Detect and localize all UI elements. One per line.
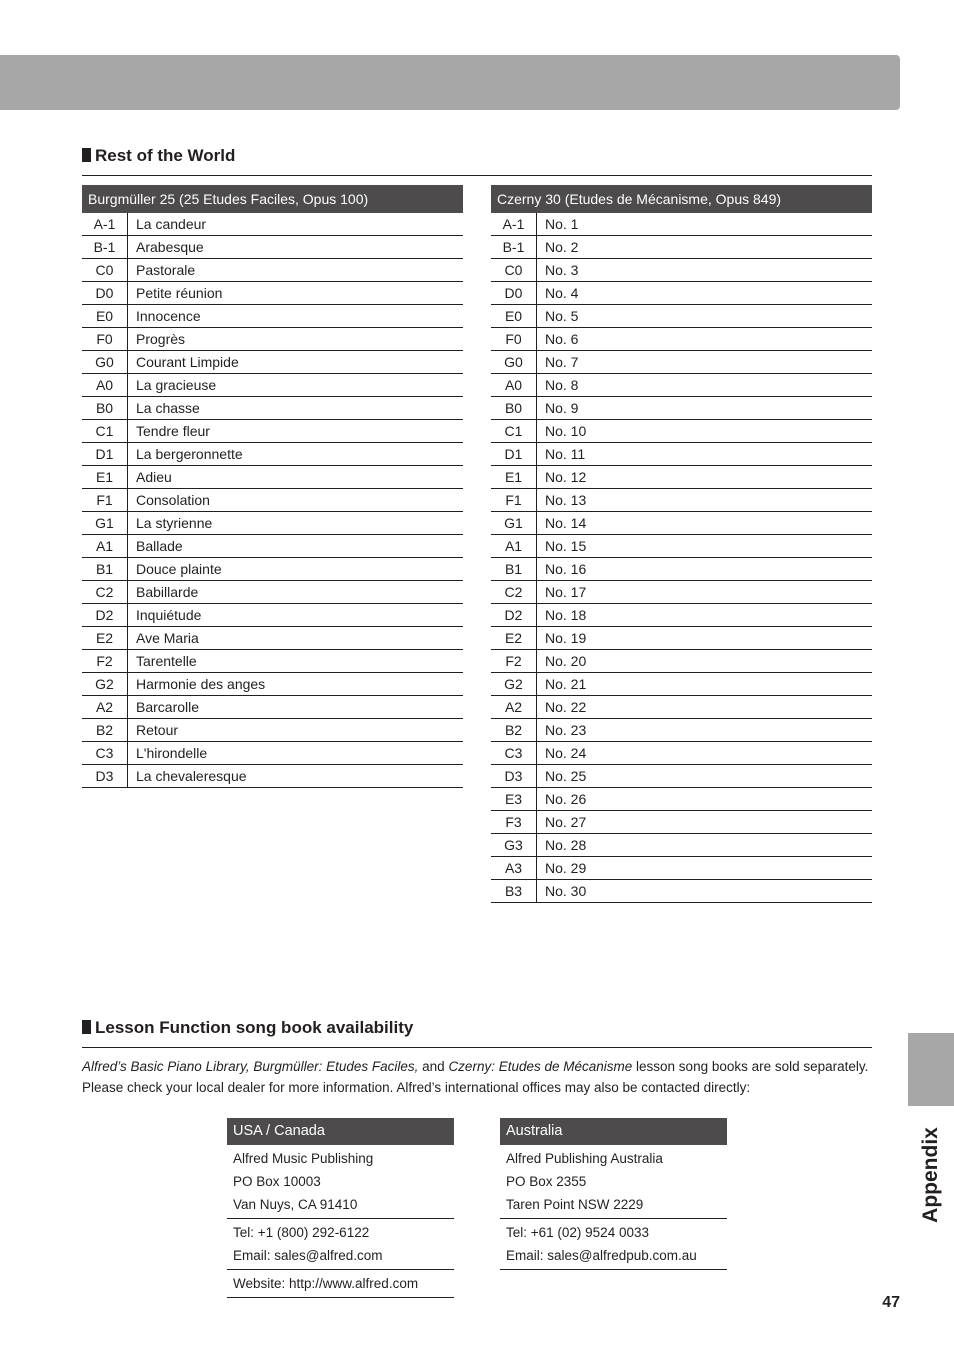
song-title: No. 8 <box>537 374 873 397</box>
song-title: Ave Maria <box>128 627 464 650</box>
table-row <box>491 259 872 282</box>
table-row <box>491 627 872 650</box>
contact-usa-canada <box>227 1118 454 1298</box>
address-line: Van Nuys, CA 91410 <box>233 1197 358 1212</box>
table-row <box>82 696 463 719</box>
table-row <box>491 282 872 305</box>
table-row <box>82 282 463 305</box>
song-code: E0 <box>491 305 537 328</box>
song-title: La bergeronnette <box>128 443 464 466</box>
table-row <box>491 213 872 236</box>
contact-phone-email <box>227 1219 454 1270</box>
table-row <box>491 466 872 489</box>
song-code: B1 <box>491 558 537 581</box>
song-code: E1 <box>82 466 128 489</box>
song-code: A3 <box>491 857 537 880</box>
song-title: Arabesque <box>128 236 464 259</box>
song-code: A0 <box>82 374 128 397</box>
table-row <box>491 351 872 374</box>
song-code: A-1 <box>82 213 128 236</box>
song-title: La chevaleresque <box>128 765 464 788</box>
song-title: No. 15 <box>537 535 873 558</box>
song-code: B0 <box>491 397 537 420</box>
song-code: D0 <box>491 282 537 305</box>
heading-marker-icon <box>82 148 91 162</box>
table-row <box>491 443 872 466</box>
song-code: A1 <box>491 535 537 558</box>
address-line: PO Box 2355 <box>506 1174 587 1189</box>
table-row <box>82 420 463 443</box>
table-row <box>491 880 872 903</box>
song-code: B2 <box>82 719 128 742</box>
appendix-side-tab <box>908 1033 954 1106</box>
song-title: Harmonie des anges <box>128 673 464 696</box>
table-row <box>82 765 463 788</box>
song-title: No. 6 <box>537 328 873 351</box>
czerny-table-header: Czerny 30 (Etudes de Mécanisme, Opus 849) <box>491 185 872 213</box>
song-title: No. 22 <box>537 696 873 719</box>
table-row <box>82 673 463 696</box>
table-row <box>491 811 872 834</box>
song-title: No. 4 <box>537 282 873 305</box>
song-code: C1 <box>82 420 128 443</box>
song-code: F0 <box>491 328 537 351</box>
song-code: A1 <box>82 535 128 558</box>
table-row <box>491 719 872 742</box>
song-title: Petite réunion <box>128 282 464 305</box>
table-row <box>82 558 463 581</box>
intro-line-1: Alfred’s Basic Piano Library, Burgmüller: Etudes Faciles, and Czerny: Etudes de Mécanisme lesson song books are sold separately. <box>82 1059 869 1074</box>
contact-header: Australia <box>500 1118 727 1145</box>
table-row <box>491 673 872 696</box>
table-row <box>491 374 872 397</box>
burgmuller-table <box>82 185 463 788</box>
song-title: No. 26 <box>537 788 873 811</box>
contact-phone-email <box>500 1219 727 1270</box>
song-title: No. 18 <box>537 604 873 627</box>
song-title: Tendre fleur <box>128 420 464 443</box>
song-title: Barcarolle <box>128 696 464 719</box>
song-title: No. 25 <box>537 765 873 788</box>
song-code: A0 <box>491 374 537 397</box>
table-row <box>491 328 872 351</box>
song-title: No. 3 <box>537 259 873 282</box>
song-code: C0 <box>491 259 537 282</box>
contact-header: USA / Canada <box>227 1118 454 1145</box>
table-row <box>82 328 463 351</box>
contact-website <box>227 1270 454 1298</box>
song-code: E3 <box>491 788 537 811</box>
email-line: Email: sales@alfred.com <box>233 1248 383 1263</box>
song-title: No. 12 <box>537 466 873 489</box>
table-row <box>491 742 872 765</box>
address-line: Alfred Music Publishing <box>233 1151 374 1166</box>
table-row <box>82 627 463 650</box>
table-row <box>82 742 463 765</box>
song-title: No. 27 <box>537 811 873 834</box>
table-row <box>491 236 872 259</box>
song-code: E2 <box>491 627 537 650</box>
table-row <box>491 512 872 535</box>
table-row <box>491 581 872 604</box>
song-code: F3 <box>491 811 537 834</box>
table-row <box>491 420 872 443</box>
phone-line: Tel: +1 (800) 292-6122 <box>233 1225 370 1240</box>
song-title: La candeur <box>128 213 464 236</box>
table-row <box>82 397 463 420</box>
table-row <box>82 489 463 512</box>
appendix-label: Appendix <box>919 1127 942 1223</box>
table-row <box>491 857 872 880</box>
song-title: No. 11 <box>537 443 873 466</box>
table-row <box>491 788 872 811</box>
song-title: Consolation <box>128 489 464 512</box>
song-code: G0 <box>82 351 128 374</box>
header-band <box>0 55 900 110</box>
song-code: F2 <box>491 650 537 673</box>
song-title: La styrienne <box>128 512 464 535</box>
song-title: No. 10 <box>537 420 873 443</box>
song-code: C3 <box>491 742 537 765</box>
song-code: E2 <box>82 627 128 650</box>
song-title: Courant Limpide <box>128 351 464 374</box>
song-code: C2 <box>491 581 537 604</box>
table-row <box>82 604 463 627</box>
song-title: No. 20 <box>537 650 873 673</box>
song-title: No. 17 <box>537 581 873 604</box>
song-title: No. 9 <box>537 397 873 420</box>
song-code: D3 <box>82 765 128 788</box>
song-title: Babillarde <box>128 581 464 604</box>
song-code: D2 <box>491 604 537 627</box>
burgmuller-table-header: Burgmüller 25 (25 Etudes Faciles, Opus 100) <box>82 185 463 213</box>
song-title: Innocence <box>128 305 464 328</box>
song-code: D0 <box>82 282 128 305</box>
song-title: No. 16 <box>537 558 873 581</box>
table-row <box>491 558 872 581</box>
song-title: No. 19 <box>537 627 873 650</box>
section-heading-availability: Lesson Function song book availability <box>82 1017 872 1048</box>
table-row <box>82 351 463 374</box>
song-code: A-1 <box>491 213 537 236</box>
table-row <box>491 650 872 673</box>
song-code: F0 <box>82 328 128 351</box>
contact-address <box>227 1145 454 1219</box>
song-code: C3 <box>82 742 128 765</box>
song-code: G1 <box>82 512 128 535</box>
address-line: Taren Point NSW 2229 <box>506 1197 644 1212</box>
table-row <box>82 259 463 282</box>
address-line: Alfred Publishing Australia <box>506 1151 663 1166</box>
email-line: Email: sales@alfredpub.com.au <box>506 1248 697 1263</box>
song-title: No. 7 <box>537 351 873 374</box>
table-row <box>82 374 463 397</box>
song-code: D3 <box>491 765 537 788</box>
song-title: Pastorale <box>128 259 464 282</box>
table-row <box>491 765 872 788</box>
song-title: Tarentelle <box>128 650 464 673</box>
song-title: No. 28 <box>537 834 873 857</box>
song-title: No. 13 <box>537 489 873 512</box>
contact-address <box>500 1145 727 1219</box>
table-row <box>82 236 463 259</box>
table-row <box>82 650 463 673</box>
song-title: Retour <box>128 719 464 742</box>
song-code: E0 <box>82 305 128 328</box>
song-code: G2 <box>82 673 128 696</box>
song-code: B3 <box>491 880 537 903</box>
table-row <box>82 535 463 558</box>
table-row <box>82 581 463 604</box>
table-row <box>82 512 463 535</box>
song-code: G1 <box>491 512 537 535</box>
table-row <box>491 397 872 420</box>
table-row <box>491 604 872 627</box>
song-title: Douce plainte <box>128 558 464 581</box>
song-code: G3 <box>491 834 537 857</box>
song-code: B0 <box>82 397 128 420</box>
table-row <box>82 466 463 489</box>
song-code: C0 <box>82 259 128 282</box>
song-title: No. 21 <box>537 673 873 696</box>
availability-intro <box>82 1056 872 1098</box>
song-title: L'hirondelle <box>128 742 464 765</box>
song-title: No. 1 <box>537 213 873 236</box>
song-code: F1 <box>82 489 128 512</box>
phone-line: Tel: +61 (02) 9524 0033 <box>506 1225 649 1240</box>
song-title: No. 5 <box>537 305 873 328</box>
heading-marker-icon <box>82 1020 91 1034</box>
song-code: G2 <box>491 673 537 696</box>
song-title: No. 29 <box>537 857 873 880</box>
song-title: La chasse <box>128 397 464 420</box>
contact-australia <box>500 1118 727 1270</box>
czerny-table <box>491 185 872 903</box>
song-code: B-1 <box>491 236 537 259</box>
song-code: C2 <box>82 581 128 604</box>
song-code: D1 <box>82 443 128 466</box>
song-code: F1 <box>491 489 537 512</box>
table-row <box>491 834 872 857</box>
song-title: No. 30 <box>537 880 873 903</box>
address-line: PO Box 10003 <box>233 1174 321 1189</box>
song-title: No. 14 <box>537 512 873 535</box>
song-title: Inquiétude <box>128 604 464 627</box>
song-code: D2 <box>82 604 128 627</box>
song-code: F2 <box>82 650 128 673</box>
section-heading-rest-of-world: Rest of the World <box>82 145 872 176</box>
table-row <box>82 213 463 236</box>
song-code: A2 <box>491 696 537 719</box>
song-code: B1 <box>82 558 128 581</box>
song-title: No. 24 <box>537 742 873 765</box>
song-code: E1 <box>491 466 537 489</box>
website-line: Website: http://www.alfred.com <box>233 1276 419 1291</box>
page-number: 47 <box>882 1294 900 1311</box>
song-title: La gracieuse <box>128 374 464 397</box>
song-code: D1 <box>491 443 537 466</box>
song-code: C1 <box>491 420 537 443</box>
song-title: No. 23 <box>537 719 873 742</box>
song-title: Adieu <box>128 466 464 489</box>
table-row <box>491 305 872 328</box>
table-row <box>491 535 872 558</box>
table-row <box>491 696 872 719</box>
table-row <box>82 305 463 328</box>
song-code: B-1 <box>82 236 128 259</box>
song-code: G0 <box>491 351 537 374</box>
song-code: B2 <box>491 719 537 742</box>
song-title: Ballade <box>128 535 464 558</box>
song-code: A2 <box>82 696 128 719</box>
song-title: Progrès <box>128 328 464 351</box>
table-row <box>82 443 463 466</box>
table-row <box>82 719 463 742</box>
table-row <box>491 489 872 512</box>
song-title: No. 2 <box>537 236 873 259</box>
intro-line-2: Please check your local dealer for more information. Alfred’s international offices may also be contacted directly: <box>82 1080 751 1095</box>
